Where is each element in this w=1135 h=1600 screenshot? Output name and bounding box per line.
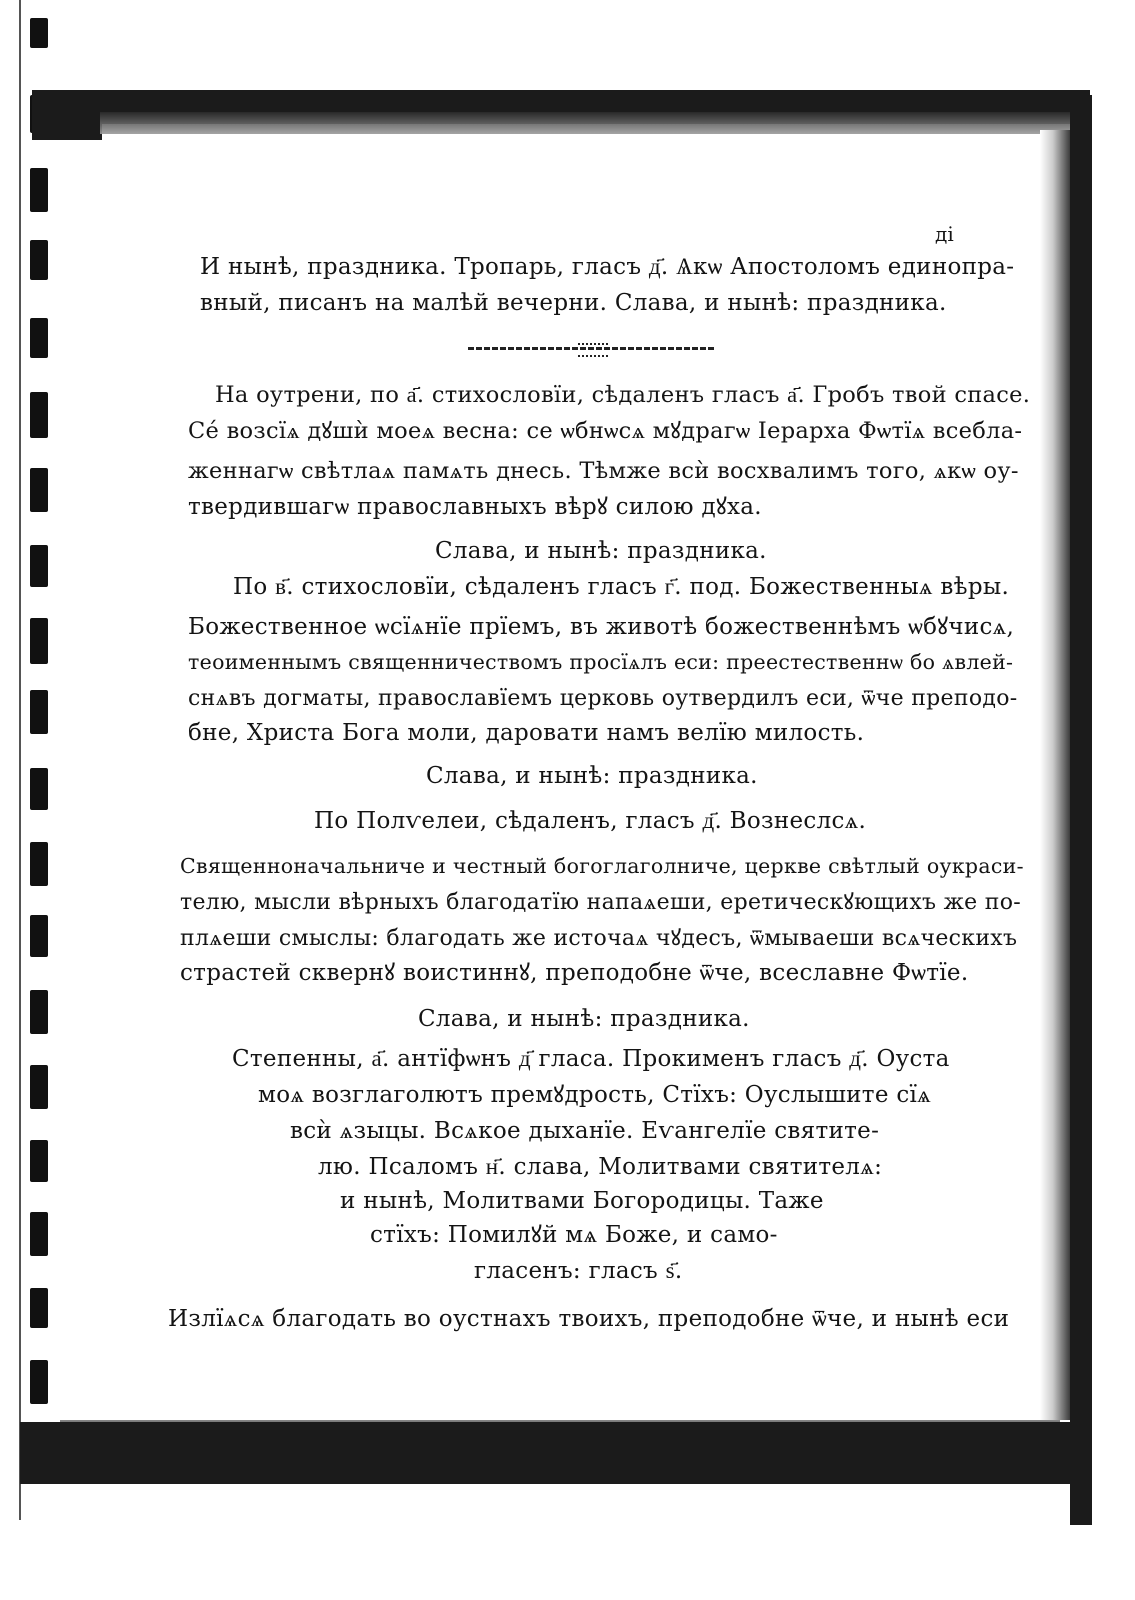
binding-hole [30, 468, 48, 512]
binding-hole [30, 240, 48, 280]
binding-hole [30, 1140, 48, 1182]
scan-border-corner [32, 90, 102, 140]
binding-hole [30, 1288, 48, 1328]
divider-ornament [578, 343, 608, 357]
heading-second-stichology: По в҃. стихословїи, сѣдаленъ гласъ г҃. под. Божественныѧ вѣры. [233, 574, 1010, 600]
sedalen-text-line: плѧеши смыслы: благодать же источаѧ чꙋдесъ, ѿмываеши всѧческихъ [180, 926, 1018, 951]
antiphon-line: стїхъ: Помилꙋй мѧ Боже, и само- [370, 1222, 778, 1248]
sedalen-text-line: Се́ возсїѧ дꙋшѝ моеѧ весна: се ѡбнѡсѧ мꙋдрагѡ Iерарха Фѡтїѧ всебла- [188, 418, 1023, 444]
binding-hole [30, 318, 48, 358]
antiphon-line: лю. Псаломъ н҃. слава, Молитвами святителѧ: [318, 1154, 883, 1180]
antiphon-line: всѝ ѧзыцы. Всѧкое дыханїе. Еѵангелїе святите- [290, 1118, 880, 1144]
sedalen-text-line: женнагѡ свѣтлаѧ памѧть днесь. Тѣмже всѝ восхвалимъ того, ѧкѡ оу- [188, 458, 1019, 484]
antiphon-line: гласенъ: гласъ ѕ҃. [474, 1258, 683, 1284]
binding-hole [30, 915, 48, 957]
antiphon-line: и нынѣ, Молитвами Богородицы. Таже [340, 1188, 824, 1214]
sedalen-text-line: Божественное ѡсїѧнїе прїемъ, въ животѣ божественнѣмъ ѡбꙋчисѧ, [188, 614, 1015, 640]
sedalen-text-line: страстей сквернꙋ воистиннꙋ, преподобне ѿче, всеславне Фѡтїе. [180, 960, 969, 986]
binding-rule [19, 0, 21, 1520]
binding-hole [30, 690, 48, 734]
scan-border-right [1070, 95, 1092, 1525]
sedalen-text-line: теоименнымъ священничествомъ просїѧлъ еси: преестественнѡ бо ѧвлей- [188, 650, 1014, 674]
binding-hole [30, 1360, 48, 1404]
scan-border-bottom [20, 1422, 1090, 1484]
binding-hole [30, 168, 48, 212]
page-number: ді [935, 222, 954, 246]
text-line: И нынѣ, праздника. Тропарь, гласъ д҃. Ѧкѡ Апостоломъ единопра- [200, 254, 1015, 280]
glory-line: Слава, и нынѣ: праздника. [435, 538, 767, 564]
binding-hole [30, 1065, 48, 1109]
binding-hole [30, 990, 48, 1034]
antiphon-line: моѧ возглаголютъ премꙋдрость, Стїхъ: Оуслышите сїѧ [258, 1082, 932, 1108]
scan-shadow-top [100, 112, 1080, 134]
sedalen-text-line: Священноначальниче и честный богоглаголниче, церкве свѣтлый оукраси- [180, 854, 1024, 878]
binding-hole [30, 18, 48, 48]
scan-shadow-right [1040, 130, 1072, 1420]
binding-hole [30, 768, 48, 810]
sticheron-text-line: Излїѧсѧ благодать во оустнахъ твоихъ, преподобне ѿче, и нынѣ еси [168, 1306, 1010, 1332]
heading-matins: На оутрени, по а҃. стихословїи, сѣдаленъ гласъ а҃. Гробъ твой спасе. [215, 382, 1031, 408]
text-line: вный, писанъ на малѣй вечерни. Слава, и нынѣ: праздника. [200, 290, 947, 316]
binding-hole [30, 842, 48, 886]
binding-hole [30, 1212, 48, 1256]
heading-polyeleos: По Полѵелеи, сѣдаленъ, гласъ д҃. Вознеслсѧ. [314, 808, 867, 834]
binding-hole [30, 392, 48, 438]
sedalen-text-line: бне, Христа Бога моли, даровати намъ велїю милость. [188, 720, 865, 746]
glory-line: Слава, и нынѣ: праздника. [418, 1006, 750, 1032]
binding-hole [30, 618, 48, 664]
binding-margin [0, 0, 60, 1600]
binding-hole [30, 545, 48, 587]
sedalen-text-line: снѧвъ догматы, православїемъ церковь оутвердилъ еси, ѿче преподо- [188, 686, 1018, 711]
antiphon-line: Степенны, а҃. антїфѡнъ д҃ гласа. Прокименъ гласъ д҃. Оуста [232, 1046, 950, 1072]
sedalen-text-line: телю, мысли вѣрныхъ благодатїю напаѧеши, еретическꙋющихъ же по- [180, 890, 1022, 915]
sedalen-text-line: твердившагѡ православныхъ вѣрꙋ силою дꙋха. [188, 494, 762, 520]
glory-line: Слава, и нынѣ: праздника. [426, 763, 758, 789]
